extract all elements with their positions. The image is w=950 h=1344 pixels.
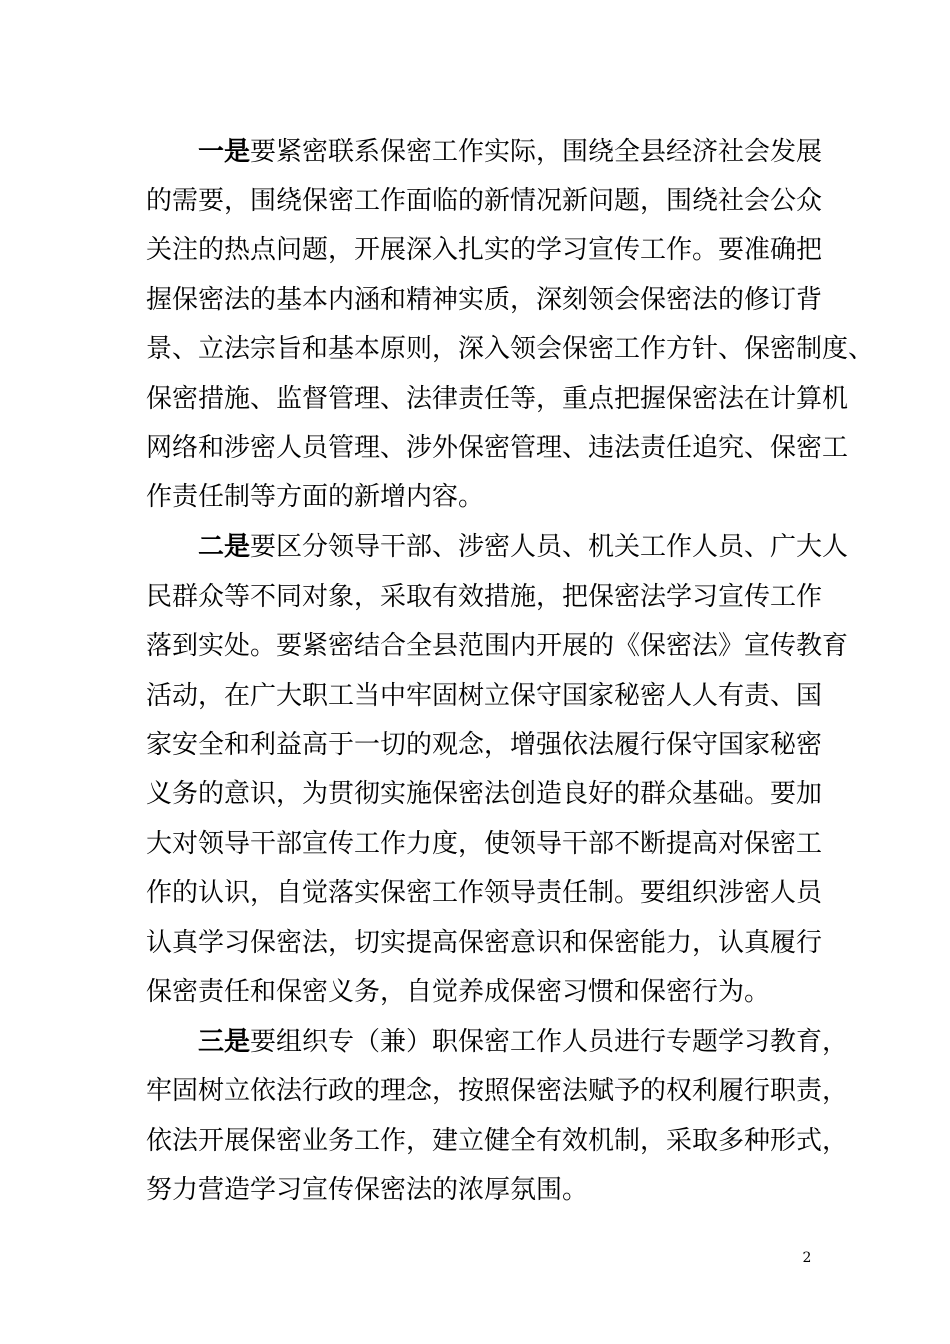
paragraph-3-line-2: 牢固树立依法行政的理念，按照保密法赋予的权利履行职责，	[146, 1076, 849, 1106]
paragraph-2-line-9: 认真学习保密法，切实提高保密意识和保密能力，认真履行	[146, 928, 823, 958]
paragraph-1-line-6: 保密措施、监督管理、法律责任等，重点把握保密法在计算机	[146, 384, 849, 414]
paragraph-1-line-3: 关注的热点问题，开展深入扎实的学习宣传工作。要准确把	[146, 235, 823, 265]
paragraph-2-line-1-text: 要区分领导干部、涉密人员、机关工作人员、广大人	[250, 532, 849, 562]
paragraph-3-lead: 三是	[198, 1027, 251, 1057]
paragraph-1-line-7: 网络和涉密人员管理、涉外保密管理、违法责任追究、保密工	[146, 433, 849, 463]
paragraph-2-lead: 二是	[198, 532, 251, 562]
paragraph-1-line-1	[198, 132, 823, 172]
paragraph-3-line-4: 努力营造学习宣传保密法的浓厚氛围。	[146, 1175, 589, 1205]
paragraph-2-line-5: 家安全和利益高于一切的观念，增强依法履行保守国家秘密	[146, 730, 823, 760]
paragraph-1-line-5: 景、立法宗旨和基本原则，深入领会保密工作方针、保密制度、	[146, 334, 875, 364]
paragraph-2-line-7: 大对领导干部宣传工作力度，使领导干部不断提高对保密工	[146, 829, 823, 859]
paragraph-2-line-6: 义务的意识，为贯彻实施保密法创造良好的群众基础。要加	[146, 779, 823, 809]
paragraph-1-line-1-text: 要紧密联系保密工作实际，围绕全县经济社会发展	[250, 137, 823, 167]
paragraph-2-line-1	[198, 527, 849, 567]
paragraph-2-line-2: 民群众等不同对象，采取有效措施，把保密法学习宣传工作	[146, 582, 823, 612]
paragraph-3-line-1-text: 要组织专（兼）职保密工作人员进行专题学习教育，	[250, 1027, 849, 1057]
paragraph-1-line-8: 作责任制等方面的新增内容。	[146, 482, 485, 512]
paragraph-2-line-4: 活动，在广大职工当中牢固树立保守国家秘密人人有责、国	[146, 681, 823, 711]
paragraph-1-line-2: 的需要，围绕保密工作面临的新情况新问题，围绕社会公众	[146, 186, 823, 216]
paragraph-2-line-8: 作的认识，自觉落实保密工作领导责任制。要组织涉密人员	[146, 878, 823, 908]
page-number: 2	[802, 1250, 812, 1266]
paragraph-3-line-1	[198, 1022, 849, 1062]
paragraph-3-line-3: 依法开展保密业务工作，建立健全有效机制，采取多种形式，	[146, 1126, 849, 1156]
paragraph-2-line-3: 落到实处。要紧密结合全县范围内开展的《保密法》宣传教育	[146, 631, 849, 661]
paragraph-2-line-10: 保密责任和保密义务，自觉养成保密习惯和保密行为。	[146, 977, 771, 1007]
paragraph-1-line-4: 握保密法的基本内涵和精神实质，深刻领会保密法的修订背	[146, 285, 823, 315]
paragraph-1-lead: 一是	[198, 137, 251, 167]
